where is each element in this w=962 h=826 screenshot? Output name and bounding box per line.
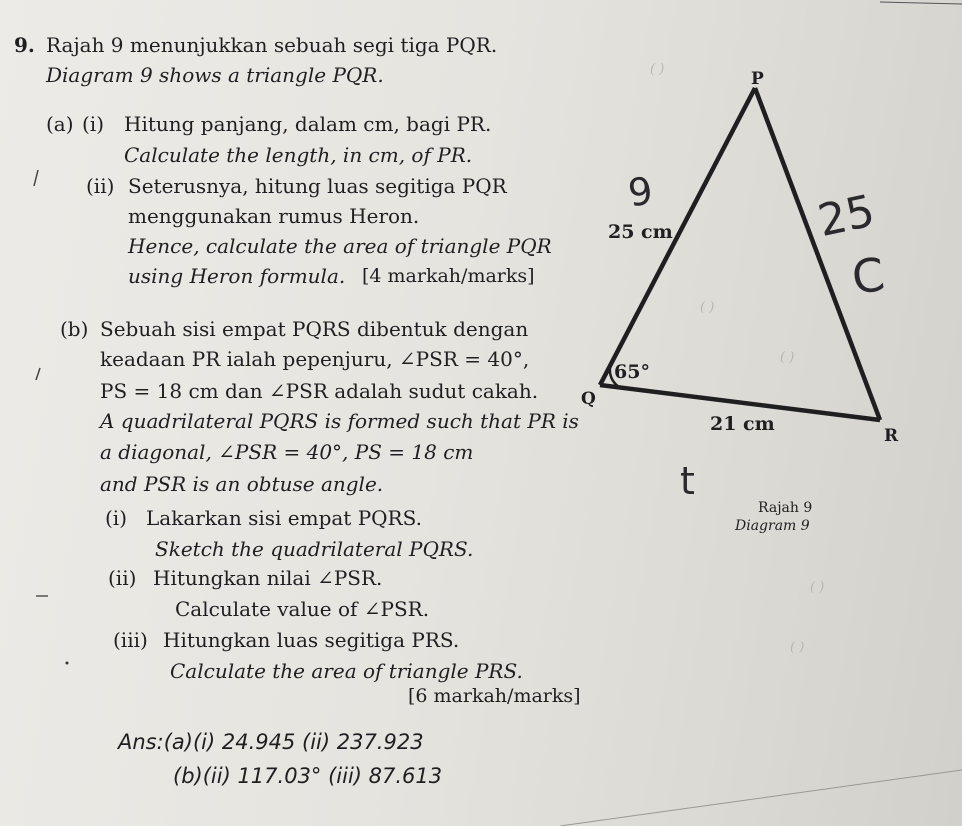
part-b-english-2: a diagonal, ∠PSR = 40°, PS = 18 cm — [100, 440, 474, 464]
part-a-label: (a) — [46, 112, 74, 136]
side-qr-label: 21 cm — [710, 413, 775, 435]
part-b-marks: [6 markah/marks] — [408, 685, 581, 707]
handwritten-note-9: 9 — [625, 168, 656, 216]
part-b-malay-3: PS = 18 cm dan ∠PSR adalah sudut cakah. — [100, 379, 539, 403]
vertex-r-label: R — [884, 426, 899, 446]
angle-q-label: 65° — [614, 361, 650, 383]
answer-line-1: Ans:(a)(i) 24.945 (ii) 237.923 — [118, 730, 424, 754]
part-b-malay-2: keadaan PR ialah pepenjuru, ∠PSR = 40°, — [100, 347, 530, 371]
part-b-ii-label: (ii) — [108, 566, 137, 590]
part-a-i-label: (i) — [82, 112, 105, 136]
answer-line-2: (b)(ii) 117.03° (iii) 87.613 — [173, 764, 443, 788]
part-a-ii-malay-1: Seterusnya, hitung luas segitiga PQR — [128, 174, 507, 198]
part-b-iii-label: (iii) — [113, 628, 148, 652]
part-a-ii-english-2: using Heron formula. — [128, 264, 346, 288]
part-b-iii-malay: Hitungkan luas segitiga PRS. — [163, 628, 460, 652]
page-edge-line — [560, 770, 962, 826]
worksheet-page: ( ) ( ) ( ) ( ) ( ) 9. Rajah 9 menunjukkan sebuah segi tiga PQR. Diagram 9 shows a triangle PQR. (a) (i) Hitung panjang, dalam cm, bagi PR. Calculate the length, in cm, of PR. (ii) Seterusnya, hitung luas segitiga PQR menggunakan rumus Heron. Hence, calculate the area of triangle PQR using Heron formula. [4 markah/marks] (b) Sebuah sisi empat PQRS dibentuk dengan keadaan PR ialah pepenjuru, ∠PSR = 40°, PS = 18 cm dan ∠PSR adalah sudut cakah. A quadrilateral PQRS is formed such that PR is a diagonal, ∠PSR = 40°, PS = 18 cm and PSR is an obtuse angle. (i) Lakarkan sisi empat PQRS. Sketch the quadrilateral PQRS. (ii) Hitungkan nilai ∠PSR. Calculate value of ∠PSR. (iii) Hitungkan luas segitiga PRS. Calculate the area of triangle PRS. [6 markah/marks] Ans:(a)(i) 24.945 (ii) 237.923 (b)(ii) 117.03° (iii) 87.613 P Q R 25 cm 21 cm 65° Rajah 9 Diagram 9 9 25 C t — [0, 0, 962, 826]
intro-english: Diagram 9 shows a triangle PQR. — [46, 63, 384, 87]
side-pq-label: 25 cm — [608, 221, 673, 243]
vertex-q-label: Q — [581, 389, 596, 409]
diagram-caption-english: Diagram 9 — [735, 518, 810, 534]
part-b-i-english: Sketch the quadrilateral PQRS. — [155, 537, 474, 561]
intro-malay: Rajah 9 menunjukkan sebuah segi tiga PQR. — [46, 33, 498, 57]
question-number: 9. — [14, 33, 35, 57]
pen-mark — [66, 662, 69, 665]
part-a-ii-label: (ii) — [86, 174, 115, 198]
vertex-p-label: P — [751, 69, 764, 89]
part-b-english-1: A quadrilateral PQRS is formed such that PR is — [100, 409, 579, 433]
part-a-i-malay: Hitung panjang, dalam cm, bagi PR. — [124, 112, 492, 136]
part-b-ii-english: Calculate value of ∠PSR. — [175, 597, 430, 621]
part-b-malay-1: Sebuah sisi empat PQRS dibentuk dengan — [100, 317, 529, 341]
pen-mark — [34, 170, 38, 186]
pen-mark — [36, 368, 40, 380]
part-b-label: (b) — [60, 317, 89, 341]
part-b-english-3: and PSR is an obtuse angle. — [100, 472, 384, 496]
page-edge-line — [880, 2, 962, 4]
part-a-i-english: Calculate the length, in cm, of PR. — [124, 143, 473, 167]
handwritten-note-t: t — [680, 459, 695, 503]
part-a-marks: [4 markah/marks] — [362, 265, 535, 287]
part-a-ii-english-1: Hence, calculate the area of triangle PQR — [128, 234, 552, 258]
part-a-ii-malay-2: menggunakan rumus Heron. — [128, 204, 420, 228]
handwritten-note-c: C — [848, 247, 888, 305]
diagram-caption-malay: Rajah 9 — [758, 500, 813, 516]
part-b-ii-malay: Hitungkan nilai ∠PSR. — [153, 566, 383, 590]
part-b-i-malay: Lakarkan sisi empat PQRS. — [146, 506, 422, 530]
handwritten-note-25: 25 — [813, 185, 880, 247]
part-b-i-label: (i) — [105, 506, 128, 530]
part-b-iii-english: Calculate the area of triangle PRS. — [170, 659, 523, 683]
